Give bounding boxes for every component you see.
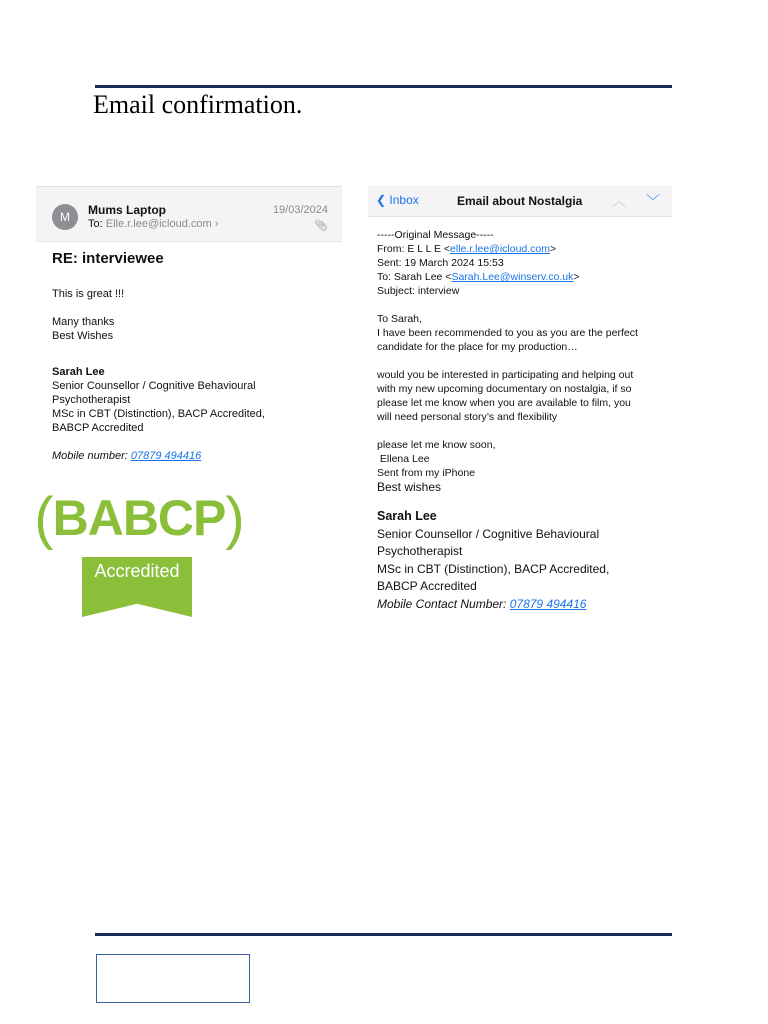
original-message-heading: -----Original Message----- (377, 229, 494, 241)
signature (377, 508, 669, 613)
right-email-screenshot (368, 186, 672, 636)
mobile-label: Mobile Contact Number: (377, 596, 507, 611)
chevron-up-icon[interactable]: ︿ (612, 193, 626, 209)
closing-line: Best wishes (377, 480, 442, 494)
mobile-number-link[interactable]: 07879 494416 (509, 596, 587, 611)
avatar: M (52, 204, 78, 230)
signature-quals: MSc in CBT (Distinction), BACP Accredited, (377, 561, 610, 576)
email-body (52, 287, 265, 463)
footer-rule (95, 933, 672, 936)
signature-title: Senior Counsellor / Cognitive Behavioural (52, 380, 256, 392)
body-line: Best Wishes (52, 330, 114, 342)
signature-name: Sarah Lee (377, 509, 437, 523)
page-title: Email confirmation. (93, 90, 303, 119)
to-line: To: Sarah Lee <Sarah.Lee@winserv.co.uk> (377, 271, 580, 283)
body-line: This is great !!! (52, 288, 125, 300)
from-line: From: E L L E <elle.r.lee@icloud.com> (377, 243, 557, 255)
body-line: will need personal story’s and flexibility (377, 411, 558, 423)
closing-line: Ellena Lee (377, 453, 430, 465)
footer-box (96, 954, 250, 1003)
back-to-inbox-button[interactable]: ❮ Inbox (376, 193, 419, 207)
body-line: candidate for the place for my production… (377, 341, 578, 353)
signature-quals: BABCP Accredited (377, 579, 477, 593)
chevron-down-icon[interactable]: ﹀ (646, 193, 660, 209)
thread-title: Email about Nostalgia (457, 194, 583, 208)
body-line: would you be interested in participating and helping out (377, 369, 634, 381)
body-line: please let me know when you are available to film, you (377, 397, 631, 409)
body-line: Many thanks (52, 316, 115, 328)
sender-name: Mums Laptop (88, 203, 166, 217)
to-email-link[interactable]: Sarah.Lee@winserv.co.uk (451, 271, 574, 283)
recipient-line[interactable] (88, 218, 218, 230)
mobile-number-link[interactable]: 07879 494416 (130, 450, 202, 462)
signature-title: Psychotherapist (377, 544, 463, 558)
email-date: 19/03/2024 (272, 204, 328, 216)
babcp-accredited-logo (34, 483, 244, 619)
mail-nav-bar (368, 186, 672, 217)
body-line: I have been recommended to you as you are the perfect (377, 327, 638, 339)
email-body (377, 228, 669, 613)
greeting: To Sarah, (377, 313, 422, 325)
from-email-link[interactable]: elle.r.lee@icloud.com (450, 243, 551, 255)
header-rule (95, 85, 672, 88)
to-label: To: (88, 218, 103, 230)
email-subject: RE: interviewee (52, 250, 164, 267)
sent-line: Sent: 19 March 2024 15:53 (377, 257, 504, 269)
signature-quals: BABCP Accredited (52, 422, 144, 434)
body-line: with my new upcoming documentary on nostalgia, if so (377, 383, 632, 395)
mobile-label: Mobile number: (52, 450, 128, 462)
recipient-address: Elle.r.lee@icloud.com (105, 218, 212, 230)
chevron-left-icon: ❮ (376, 193, 387, 207)
accredited-label: Accredited (94, 561, 180, 581)
left-email-screenshot (36, 186, 342, 627)
subject-line: Subject: interview (377, 285, 460, 297)
attachment-icon: 📎︎ (314, 220, 328, 232)
closing-line: please let me know soon, (377, 439, 496, 451)
babcp-wordmark: ( BABCP ) (34, 485, 244, 551)
signature-title: Psychotherapist (52, 394, 131, 406)
signature-quals: MSc in CBT (Distinction), BACP Accredited, (52, 408, 265, 420)
signature-title: Senior Counsellor / Cognitive Behavioural (377, 526, 600, 541)
signature-name: Sarah Lee (52, 366, 105, 378)
chevron-right-icon: › (214, 218, 219, 230)
closing-line: Sent from my iPhone (377, 467, 476, 479)
email-header (36, 187, 342, 242)
